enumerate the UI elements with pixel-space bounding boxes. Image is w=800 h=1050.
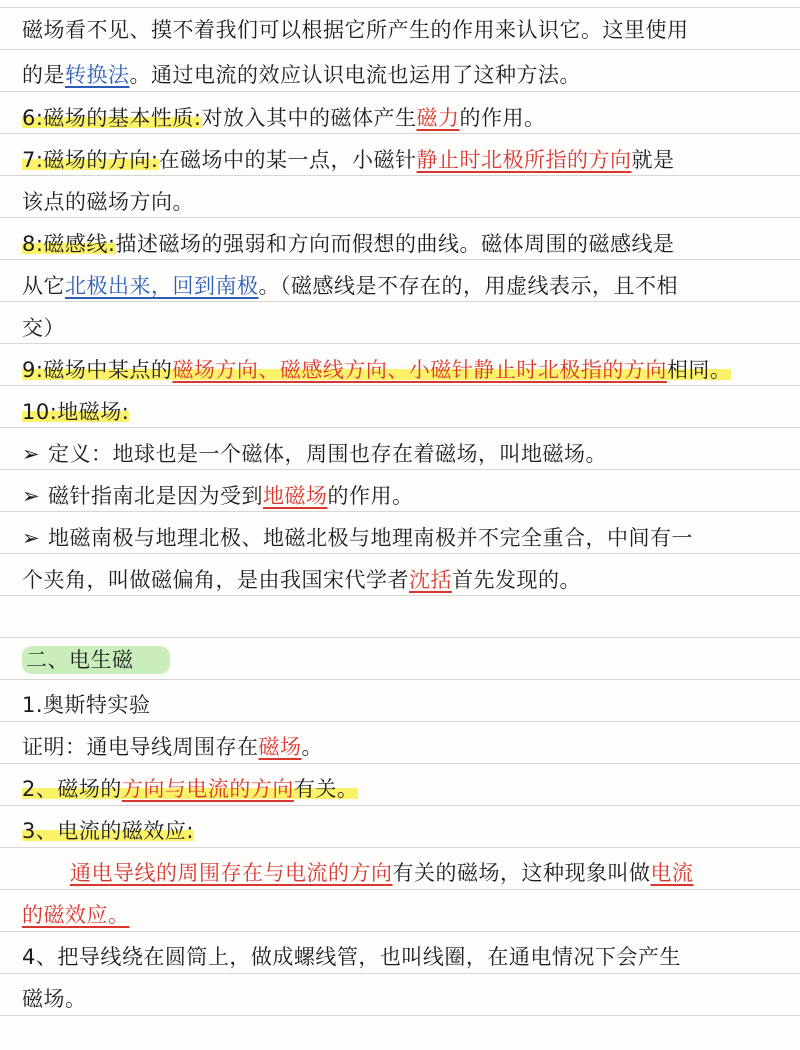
section-heading-electromagnetism: 二、电生磁 bbox=[22, 646, 170, 674]
text-line-21: 的磁效应。 bbox=[22, 903, 130, 927]
text-line-12: ➢ 磁针指南北是因为受到地磁场的作用。 bbox=[22, 481, 782, 511]
text-line-13: ➢ 地磁南极与地理北极、地磁北极与地理南极并不完全重合，中间有一 bbox=[22, 523, 782, 553]
text-line-19 bbox=[22, 816, 782, 846]
heading-magnetic-direction: 7:磁场的方向: bbox=[22, 148, 159, 172]
heading-field-lines: 8:磁感线: bbox=[22, 232, 116, 256]
text-line-18: 2、磁场的方向与电流的方向有关。 bbox=[22, 777, 359, 801]
heading-magnetic-effect: 3、电流的磁效应: bbox=[22, 819, 194, 843]
text-line-22: 4、把导线绕在圆筒上，做成螺线管，也叫线圈，在通电情况下会产生 bbox=[22, 945, 681, 969]
bullet-arrow-icon: ➢ bbox=[22, 526, 41, 550]
text-line-7: 从它北极出来，回到南极。（磁感线是不存在的，用虚线表示，且不相 bbox=[22, 274, 678, 298]
text-line-23: 磁场。 bbox=[22, 987, 87, 1011]
text-line-2: 的是转换法。通过电流的效应认识电流也运用了这种方法。 bbox=[22, 63, 581, 87]
text-line-1: 磁场看不见、摸不着我们可以根据它所产生的作用来认识它。这里使用 bbox=[22, 18, 689, 42]
heading-geomagnetic: 10:地磁场: bbox=[22, 400, 130, 424]
bullet-arrow-icon: ➢ bbox=[22, 484, 41, 508]
text-line-9: 9:磁场中某点的磁场方向、磁感线方向、小磁针静止时北极指的方向相同。 bbox=[22, 358, 732, 382]
transform-method-term: 转换法 bbox=[65, 63, 130, 87]
text-line-20: 通电导线的周围存在与电流的方向有关的磁场，这种现象叫做电流 bbox=[70, 861, 694, 885]
text-line-11: ➢ 定义：地球也是一个磁体，周围也存在着磁场，叫地磁场。 bbox=[22, 439, 782, 469]
text-line-17: 证明：通电导线周围存在磁场。 bbox=[22, 735, 323, 759]
text-line-10 bbox=[22, 397, 782, 427]
text-line-5: 该点的磁场方向。 bbox=[22, 190, 194, 214]
heading-magnetic-property: 6:磁场的基本性质: bbox=[22, 106, 202, 130]
text-line-6: 8:磁感线:描述磁场的强弱和方向而假想的曲线。磁体周围的磁感线是 bbox=[22, 232, 675, 256]
text-line-16: 1.奥斯特实验 bbox=[22, 693, 151, 717]
text-line-4: 7:磁场的方向:在磁场中的某一点，小磁针静止时北极所指的方向就是 bbox=[22, 148, 675, 172]
text-line-15 bbox=[22, 645, 782, 675]
text-line-8: 交） bbox=[22, 316, 65, 340]
text-line-14: 个夹角，叫做磁偏角，是由我国宋代学者沈括首先发现的。 bbox=[22, 568, 581, 592]
text-line-3: 6:磁场的基本性质:对放入其中的磁体产生磁力的作用。 bbox=[22, 106, 546, 130]
bullet-arrow-icon: ➢ bbox=[22, 442, 41, 466]
